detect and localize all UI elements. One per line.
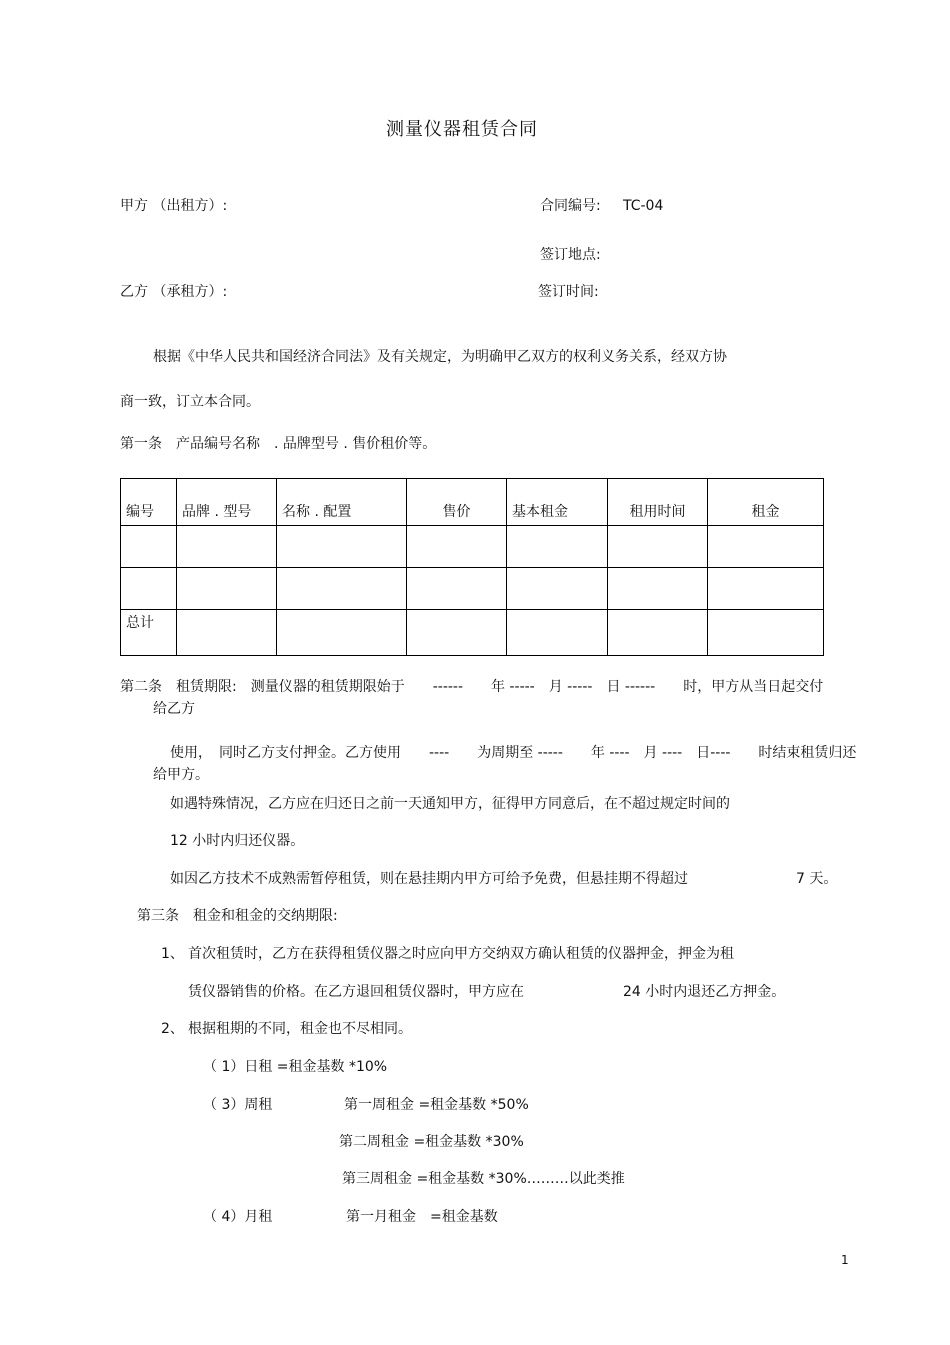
- article-3-item-1-line-2a: 赁仪器销售的价格。在乙方退回租赁仪器时，甲方应在: [188, 984, 524, 1000]
- month-rent-label: （ 4）月租: [203, 1209, 273, 1225]
- table-cell: [608, 610, 708, 656]
- article-2-line-4: 12 小时内归还仪器。: [170, 833, 305, 849]
- article-2-line-5: 如因乙方技术不成熟需暂停租赁，则在悬挂期内甲方可给予免费，但悬挂期不得超过: [170, 871, 688, 887]
- article-2-line-3: 如遇特殊情况，乙方应在归还日之前一天通知甲方，征得甲方同意后，在不超过规定时间的: [170, 796, 730, 812]
- article-3-item-1-line-1: 首次租赁时，乙方在获得租赁仪器之时应向甲方交纳双方确认租赁的仪器押金，押金为租: [188, 946, 734, 962]
- article-2-line-1: 第二条 租赁期限: 测量仪器的租赁期限始于 ------ 年 ----- 月 ----- 日 ------ 时，甲方从当日起交付: [120, 679, 824, 695]
- contract-number-label: 合同编号:: [540, 198, 601, 214]
- week-2-rent: 第二周租金 =租金基数 *30%: [339, 1134, 524, 1150]
- col-header-number: 编号: [121, 479, 177, 526]
- table-row: [121, 568, 824, 610]
- article-2-line-2b: 给甲方。: [153, 767, 209, 783]
- article-2-days: 7 天。: [796, 871, 838, 887]
- table-cell: [277, 526, 407, 568]
- sign-time-label: 签订时间:: [538, 284, 599, 300]
- week-rent-label: （ 3）周租: [203, 1097, 273, 1113]
- table-cell: [708, 610, 824, 656]
- table-cell: [608, 568, 708, 610]
- table-row: [121, 526, 824, 568]
- article-3-item-2-text: 根据租期的不同，租金也不尽相同。: [188, 1021, 412, 1037]
- article-3-item-1-number: 1、: [161, 946, 184, 962]
- table-total-row: [121, 610, 824, 656]
- table-cell: [177, 610, 277, 656]
- table-cell: [121, 568, 177, 610]
- intro-line-1: 根据《中华人民共和国经济合同法》及有关规定，为明确甲乙双方的权利义务关系，经双方协: [153, 349, 727, 365]
- page-number: 1: [841, 1253, 849, 1267]
- col-header-rent: 租金: [708, 479, 824, 526]
- table-cell: [177, 526, 277, 568]
- table-cell: [507, 568, 608, 610]
- week-3-rent: 第三周租金 =租金基数 *30%………以此类推: [342, 1171, 625, 1187]
- table-cell: [121, 526, 177, 568]
- article-3-item-1-line-2b: 24 小时内退还乙方押金。: [623, 984, 786, 1000]
- day-rent: （ 1）日租 =租金基数 *10%: [203, 1059, 388, 1075]
- intro-line-2: 商一致，订立本合同。: [120, 394, 260, 410]
- table-cell: [277, 568, 407, 610]
- party-a-label: 甲方 （出租方）:: [120, 198, 228, 214]
- table-cell: [608, 526, 708, 568]
- article-2-line-2: 使用， 同时乙方支付押金。乙方使用 ---- 为周期至 ----- 年 ---- 月 ---- 日---- 时结束租赁归还: [170, 745, 857, 761]
- product-table: [120, 478, 824, 656]
- table-cell: [177, 568, 277, 610]
- table-cell: [407, 568, 507, 610]
- total-label: 总计: [121, 610, 177, 656]
- table-header-row: [121, 479, 824, 526]
- col-header-brand-model: 品牌 . 型号: [177, 479, 277, 526]
- table-cell: [507, 526, 608, 568]
- contract-number-value: TC-04: [623, 198, 664, 214]
- article-2-line-1b: 给乙方: [153, 701, 195, 717]
- table-cell: [407, 526, 507, 568]
- article-3-heading: 第三条 租金和租金的交纳期限:: [137, 908, 338, 924]
- article-3-item-2-number: 2、: [161, 1021, 184, 1037]
- table-cell: [277, 610, 407, 656]
- month-1-rent: 第一月租金 =租金基数: [346, 1209, 498, 1225]
- table-cell: [507, 610, 608, 656]
- table-cell: [407, 610, 507, 656]
- week-1-rent: 第一周租金 =租金基数 *50%: [344, 1097, 529, 1113]
- party-b-label: 乙方 （承租方）:: [120, 284, 228, 300]
- page-title: 测量仪器租赁合同: [386, 119, 538, 140]
- col-header-base-rent: 基本租金: [507, 479, 608, 526]
- col-header-price: 售价: [407, 479, 507, 526]
- col-header-name-config: 名称 . 配置: [277, 479, 407, 526]
- table-cell: [708, 526, 824, 568]
- col-header-rent-time: 租用时间: [608, 479, 708, 526]
- article-1-heading: 第一条 产品编号名称 . 品牌型号 . 售价租价等。: [120, 436, 437, 452]
- table-cell: [708, 568, 824, 610]
- sign-place-label: 签订地点:: [540, 247, 601, 263]
